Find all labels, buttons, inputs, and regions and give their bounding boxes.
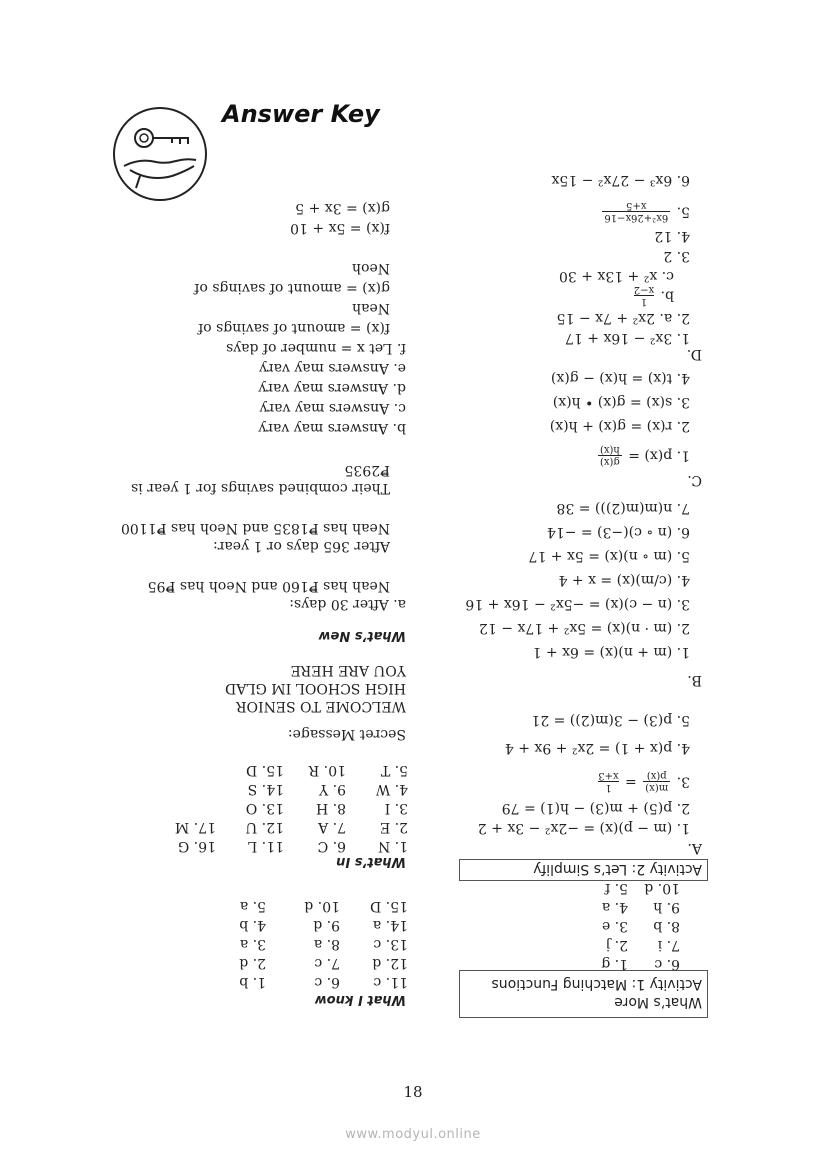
list-item: e. Answers may vary <box>259 360 406 376</box>
activity2-heading: Activity 2: Let’s Simplify <box>533 861 702 877</box>
item-number: 3. <box>676 773 690 790</box>
whats-new-heading: What’s New <box>318 628 406 643</box>
numerator: 1 <box>634 295 654 307</box>
list-item: Neah <box>352 300 390 316</box>
list-item: 1. b <box>239 974 266 990</box>
list-item: 5. f <box>605 880 628 896</box>
list-item: 17. M <box>174 819 216 835</box>
list-item: 12. d <box>372 955 408 971</box>
fraction <box>643 770 670 793</box>
list-item: 10. R <box>308 762 346 778</box>
denominator: x−2 <box>633 284 655 295</box>
list-item: 8. b <box>653 918 680 934</box>
list-item: 2. r(x) = g(x) + h(x) <box>549 418 690 434</box>
list-item: 15. D <box>370 898 408 914</box>
list-item: 6. c <box>314 974 340 990</box>
list-item: 5. p(3) − 3(m(2)) = 21 <box>531 712 690 728</box>
list-item: Their combined savings for 1 year is <box>131 480 390 496</box>
list-item: After 365 days or 1 year: <box>212 538 390 554</box>
list-item: c. x² + 13x + 30 <box>558 268 674 284</box>
fraction <box>598 770 618 793</box>
list-item: 13. O <box>245 800 284 816</box>
list-item: 16. G <box>178 838 216 854</box>
item-label: 5. <box>676 203 690 220</box>
list-item: 7. n(m(m(2))) = 38 <box>556 500 690 516</box>
denominator: x+5 <box>626 200 647 211</box>
list-item: 9. h <box>653 899 680 915</box>
list-item: a. After 30 days: <box>289 596 406 612</box>
list-item <box>596 444 690 467</box>
list-item: f. Let x = number of days <box>226 340 406 356</box>
whats-in-heading: What’s In <box>336 854 406 869</box>
list-item: 4. p(x + 1) = 2x² + 9x + 4 <box>504 740 690 756</box>
page-title: Answer Key <box>222 100 380 128</box>
list-item: 2. a. 2x² + 7x − 15 <box>556 310 690 326</box>
watermark: www.modyul.online <box>345 1127 481 1142</box>
list-item: 3. a <box>239 936 266 952</box>
list-item: 6. 6x³ − 27x² − 15x <box>551 172 690 188</box>
section-label: D. <box>686 346 702 362</box>
list-item: f(x) = amount of savings of <box>198 320 390 336</box>
secret-message-line: YOU ARE HERE <box>290 662 406 678</box>
list-item: 13. c <box>373 936 408 952</box>
list-item: 3. I <box>384 800 408 816</box>
list-item: 3. (n − c)(x) = −5x² − 16x + 16 <box>465 596 690 612</box>
list-item: 7. c <box>314 955 340 971</box>
list-item: 5. a <box>239 898 266 914</box>
denominator: h(x) <box>599 444 620 455</box>
list-item: 3. s(x) = g(x) • h(x) <box>552 394 690 410</box>
list-item: b. Answers may vary <box>258 420 406 436</box>
list-item: 2. j <box>605 937 628 953</box>
list-item: 1. N <box>377 838 408 854</box>
list-item: 8. H <box>315 800 346 816</box>
list-item: 4. b <box>239 917 266 933</box>
page-number: 18 <box>403 1083 423 1101</box>
list-item: 4. W <box>375 781 408 797</box>
list-item: 2. (m · n)(x) = 5x² + 17x − 12 <box>478 620 690 636</box>
denominator: x+3 <box>598 770 619 781</box>
item-label: 1. p(x) = <box>628 447 690 464</box>
whats-more-heading: What’s More <box>614 994 702 1010</box>
list-item: 4. 12 <box>654 228 690 244</box>
list-item: g(x) = 3x + 5 <box>295 200 390 216</box>
list-item: 10. d <box>644 880 680 896</box>
list-item: 9. Y <box>318 781 346 797</box>
list-item: 1. (m − p)(x) = −2x² − 3x + 2 <box>477 820 690 836</box>
list-item: 4. t(x) = h(x) − g(x) <box>550 370 690 386</box>
section-label: C. <box>687 472 702 488</box>
list-item: 5. (m ∘ n)(x) = 5x + 17 <box>528 548 690 564</box>
activity1-heading: Activity 1: Matching Functions <box>491 976 702 992</box>
section-label: B. <box>687 672 702 688</box>
list-item: 11. c <box>373 974 408 990</box>
section-label: A. <box>687 840 702 856</box>
secret-message-label: Secret Message: <box>287 726 406 742</box>
list-item: 2. d <box>239 955 266 971</box>
fraction <box>602 200 670 223</box>
list-item: 11. L <box>247 838 284 854</box>
list-item <box>596 770 690 793</box>
list-item: 6. c <box>654 956 680 972</box>
list-item: 14. S <box>247 781 284 797</box>
list-item: 6. C <box>317 838 346 854</box>
secret-message-line: WELCOME TO SENIOR <box>236 698 406 714</box>
numerator: g(x) <box>599 456 620 467</box>
list-item: Neah has ₱160 and Neoh has ₱95 <box>147 578 390 594</box>
list-item: 4. (c/m)(x) = x + 4 <box>558 572 690 588</box>
list-item: g(x) = amount of savings of <box>194 280 390 296</box>
list-item: 8. a <box>313 936 340 952</box>
list-item: 1. 3x² − 16x + 17 <box>564 330 690 346</box>
list-item: 15. D <box>246 762 284 778</box>
list-item: 14. a <box>372 917 408 933</box>
secret-message-line: HIGH SCHOOL IM GLAD <box>225 680 406 696</box>
list-item <box>600 200 690 223</box>
equals-sign: = <box>625 773 637 790</box>
list-item: 1. g <box>601 956 628 972</box>
list-item: 7. A <box>318 819 346 835</box>
list-item: 2. E <box>379 819 408 835</box>
list-item: Neoh <box>352 260 390 276</box>
list-item: Neah has ₱1835 and Neoh has ₱1100 <box>120 520 390 536</box>
list-item: 7. i <box>657 937 680 953</box>
list-item: d. Answers may vary <box>258 380 406 396</box>
fraction <box>598 444 622 467</box>
list-item: 1. (m + n)(x) = 6x + 1 <box>532 644 690 660</box>
list-item: 10. d <box>304 898 340 914</box>
list-item: 9. d <box>313 917 340 933</box>
list-item: 12. U <box>245 819 284 835</box>
list-item: 2. p(5) + m(3) − h(1) = 79 <box>501 800 690 816</box>
list-item: c. Answers may vary <box>259 400 406 416</box>
numerator: 6x²+26x−16 <box>604 212 669 223</box>
numerator: m(x) <box>645 782 669 793</box>
numerator: 1 <box>598 781 618 793</box>
what-i-know-heading: What I know <box>314 992 406 1007</box>
fraction <box>634 284 654 307</box>
list-item: 3. 2 <box>663 248 690 264</box>
list-item: 6. (n ∘ c)(−3) = −14 <box>546 524 690 540</box>
list-item: f(x) = 5x + 10 <box>290 220 390 236</box>
list-item: 4. a <box>601 899 628 915</box>
denominator: p(x) <box>646 770 667 781</box>
list-item: 5. T <box>380 762 408 778</box>
item-label: b. <box>660 287 674 304</box>
list-item <box>632 284 674 307</box>
list-item: 3. e <box>601 918 628 934</box>
list-item: ₱2935 <box>344 462 390 478</box>
